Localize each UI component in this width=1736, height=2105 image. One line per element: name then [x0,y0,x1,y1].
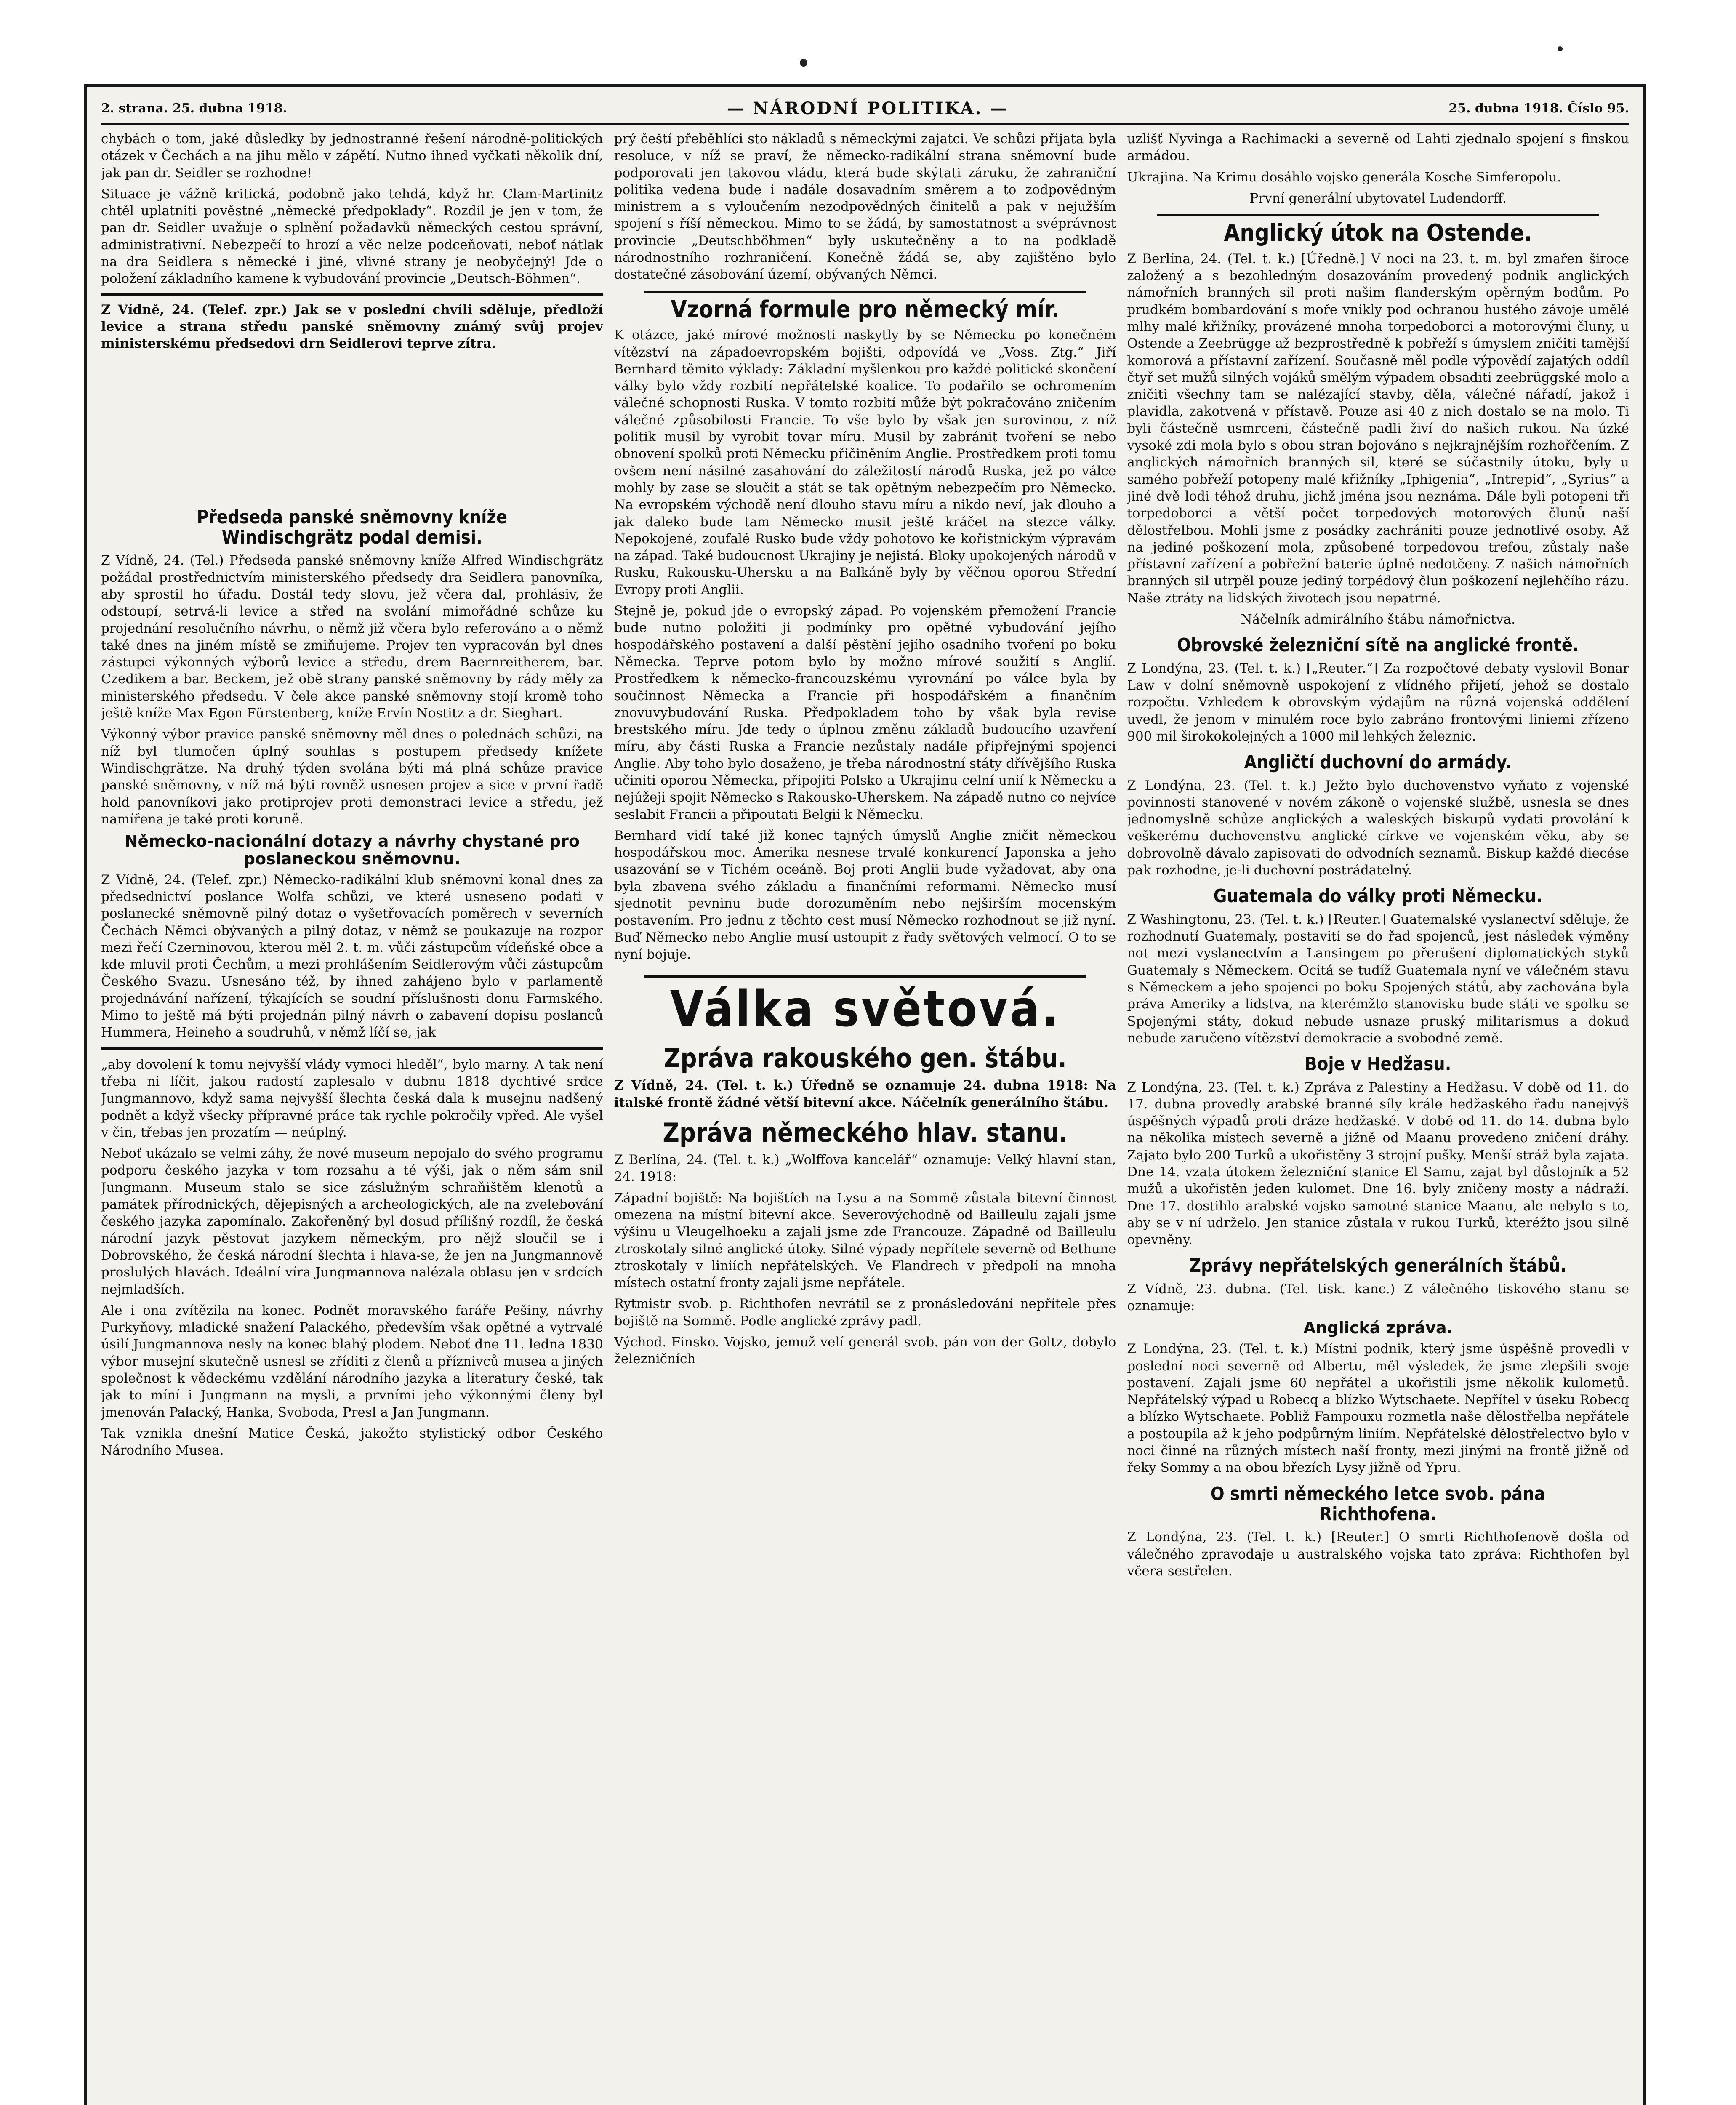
scan-speck [1558,46,1563,51]
article-paragraph: Z Londýna, 23. (Tel. t. k.) Místní podnik, který jsme úspěšně provedli v poslední noci severně od Albertu, měl výsledek, že jsme zlepšili svoje postavení. Zajali jsme 60 nepřátel a ukořistili jsme několik kulometů. Nepřátelský výpad u Robecq a blízko Wytschaete. Nepřítel v úseku Robecq a blízko Wytschaete. Pobliž Fampouxu rozmetla naše dělostřelba nepřátele a postoupila až k jeho podpůrným liniím. Nepřátelské dělostřelectvo bylo v noci činné na různých místech naší fronty, mezi jinými na frontě jižně od řeky Sommy a na obou březích Lysy jižně od Ypru. [1127,1341,1629,1476]
headline-duchovni: Angličtí duchovní do armády. [1244,751,1512,773]
headline-vzorna-formule: Vzorná formule pro německý mír. [644,291,1086,323]
article-paragraph: chybách o tom, jaké důsledky by jednostranné řešení národně-politických otázek v Čechách a na jihu mělo v zápětí. Nutno ihned vyčkati několik dní, jak pan dr. Seidler se rozhodne! [101,131,603,181]
article-paragraph: Ukrajina. Na Krimu dosáhlo vojsko generála Kosche Simferopolu. [1127,169,1561,185]
article-paragraph: uzlišť Nyvinga a Rachimacki a severně od Lahti zjednalo spojení s finskou armádou. [1127,131,1629,164]
article-paragraph: Rytmistr svob. p. Richthofen nevrátil se z pronásledování nepřítele přes bojiště na Sommě. Podle anglické zprávy padl. [614,1296,1116,1329]
feuilleton-paragraph: Tak vznikla dnešní Matice Česká, jakožto stylistický odbor Českého Národního Musea. [101,1426,603,1458]
masthead-title: — NÁRODNÍ POLITIKA. — [727,98,1009,118]
blank-space [101,357,603,500]
headline-rakousky-stab: Zpráva rakouského gen. štábu. [663,1043,1067,1074]
subheadline-anglicka-zprava: Anglická zpráva. [1303,1319,1453,1338]
article-paragraph: Situace je vážně kritická, podobně jako tehdá, když hr. Clam-Martinitz chtěl uplatniti pověstné „německé předpoklady“. Rozdíl je jen v tom, že pan dr. Seidler uvažuje o splnění požadavků německých cestou správní, administrativní. Nebezpečí to hrozí a věc nelze podceňovati, neboť nátlak na dra Seidlera s německé i jiné, vlivné strany je neobyčejný! Jde o položení základního kamene k vybudování provincie „Deutsch-Böhmen“. [101,186,603,287]
divider [101,293,603,296]
feuilleton-paragraph: Neboť ukázalo se velmi záhy, že nové museum nepojalo do svého programu podporu českého jazyka v tom rozsahu a té výši, jak o něm sám snil Jungmann. Museum stalo se sice záslužným schraňištěm klenotů a památek přírodnických, dějepisných a archeologických, ale na zvelebování českého jazyka zapomínalo. Zakořeněný byl dosud přílišný rozdíl, že česká národní jazyk pěstovat jazykem německým, pro nějž sloučil se i Dobrovského, že česká národní šlechta i hlava-se, že jen na Jungmannově proslulých hlavách. Ideální víra Jungmannova nalézala oblasu jen v srdcích nejmladších. [101,1146,603,1297]
headline-hedzas: Boje v Hedžasu. [1305,1053,1451,1075]
column-2 [614,131,1116,2105]
column-3 [1127,131,1629,2105]
headline-nacionalni-dotazy: Německo-nacionální dotazy a návrhy chystané pro poslaneckou sněmovnu. [124,832,580,868]
article-paragraph: Z Vídně, 24. (Telef. zpr.) Německo-radikální klub sněmovní konal dnes za předsednictví poslance Wolfa schůzi, ve které usneseno podati v poslanecké sněmovně pilný dotaz o vyšetřovacích poměrech v severních Čechách Němci obývaných a pilný dotaz, v němž se poukazuje na rozpor mezi řečí Czerninovou, kterou měl 2. t. m. vůči zástupcům vídeňské obce a kde mluvil proti Čechům, a mezi prohlášením Seidlerovým vůči zástupcům Českého Svazu. Usnesáno též, by ihned zahájeno bylo v parlamentě projednávání nařízení, týkajících se soudní příslušnosti donu Farmského. Mimo to ještě má býti projednán pilný návrh o zabavení dopisu poslanců Hummera, Heineho a soudruhů, v němž líčí se, jak [101,872,603,1040]
newspaper-page [84,84,1646,2105]
article-paragraph: Z Berlína, 24. (Tel. t. k.) [Úředně.] V noci na 23. t. m. byl zmařen široce založený a s bezohledným dosazováním provedený podnik anglických námořních branných sil proti našim flanderským opěrným bodům. Po prudkém bombardování s moře vnikly pod ochranou hustého závoje umělé mlhy malé křižníky, provázené mnoha torpedoborci a motorovými čluny, u Ostende a Zeebrügge až bezprostředně k pobřeží s úmyslem zničiti tamější komorová a přístavní zařízení. Současně měl podle výpovědí zajatých oddíl čtyř set mužů silných vojáků smělým výpadem obsaditi zeebrüggské molo a zničiti všechny tam se nalézající stavby, děla, válečné nářadí, jakož i plavidla, zakotvená v přístavě. Pouze asi 40 z nich dostalo se na molo. Ti byli částečně usmrceni, částečně padli živí do našich rukou. Na úzké vysoké zdi mola bylo s obou stran bojováno s nejkrajnějším rozhořčením. Z anglických námořních branných sil, které se súčastnily útoku, byly u samého pobřeží potopeny malé křižníky „Iphigenia“, „Intrepid“, „Syrius“ a jiné dvě lodi téhož druhu, jichž jména jsou neznáma. Dále byli potopeni tři torpedoborci a větší počet torpedových motorových člunů naší dělostřelbou. Mohli jsme z posádky zachrániti pouze jednotlivé osoby. Až na jediné poškození mola, způsobené torpedovou trefou, zůstaly naše přístavní zařízení a pobřežní baterie úplně nedotčeny. Z našich námořních branných sil utrpěl pouze jediný torpédový člun poškození nejlehčího rázu. Naše ztráty na lidských životech jsou nepatrné. [1127,251,1629,606]
article-paragraph: Z Vídně, 24. (Tel.) Předseda panské sněmovny kníže Alfred Windischgrätz požádal prostřednictvím ministerského předsedy dra Seidlera panovníka, aby sprostil ho úřadu. Dostál tedy slovu, jež včera dal, prohlásiv, že odstoupí, setrvá-li levice a střed na svolání mimořádné schůze ku projednání resolučního návrhu, o němž již včera bylo referováno a o němž také dnes na jiném místě se zmiňujeme. Projev ten vypracován byl dnes zástupci výkonných výborů levice a středu, drem Baernreitherem, bar. Czedikem a bar. Beckem, jež obě strany panské sněmovny by rády měly za ministerského předsedu. V čele akce panské sněmovny stojí kromě toho ještě kníže Max Egon Fürstenberg, kníže Ervín Nostitz a dr. Sieghart. [101,553,603,721]
column-1 [101,131,603,2105]
article-paragraph: Z Londýna, 23. (Tel. t. k.) [„Reuter.“] Za rozpočtové debaty vyslovil Bonar Law v dolní sněmovně uspokojení z vlídného přijetí, jehož se dostalo rozpočtu. Vzhledem k obrovským výdajům na různá vojenská oddělení uvedl, že jenom v minulém roce bylo zabráno frontovými liniemi zřízeno 900 mil širokokolejných a 1000 mil lehkých železnic. [1127,661,1629,744]
headline-windischgratz: Předseda panské sněmovny kníže Windischgrätz podal demisi. [197,506,508,548]
article-paragraph: Z Vídně, 24. (Tel. t. k.) Úředně se oznamuje 24. dubna 1918: Na italské frontě žádné větší bitevní akce. Náčelník generálního štábu. [614,1078,1116,1110]
masthead-issue: 25. dubna 1918. Číslo 95. [1448,101,1629,116]
article-paragraph: Z Londýna, 23. (Tel. t. k.) [Reuter.] O smrti Richthofenově došla od válečného zpravodaje u australského vojska tato zpráva: Richthofen byl včera sestřelen. [1127,1529,1629,1579]
headline-nepratelske-staby: Zprávy nepřátelských generálních štábů. [1189,1255,1567,1277]
masthead [101,93,1629,125]
divider [101,1047,603,1050]
feuilleton-paragraph: „aby dovolení k tomu nejvyšší vlády vymoci hleděl“, bylo marny. A tak není třeba ni líčit, jakou radostí zaplesalo v dubnu 1818 dychtivé srdce Jungmannovo, když sama nejvyšší šlechta česká dala k musejnu nadšený podnět a když všecky přípravné práce tak rychle pokročily vpřed. Ale vyšel v čin, třebas jen prozatím — neúplný. [101,1057,603,1140]
article-paragraph: Z Londýna, 23. (Tel. t. k.) Ježto bylo duchovenstvo vyňato z vojenské povinnosti stanovené v novém zákoně o vojenské službě, usnesla se dnes jednomyslně schůze anglických a waleských biskupů vydati provolání k veškerému duchovenstvu anglické církve ve vojenském věku, aby se dobrovolně dávalo zapisovati do odvodních seznamů. Biskup každé diecése pak rozhodne, je-li duchovní postrádatelný. [1127,778,1629,878]
article-paragraph: Stejně je, pokud jde o evropský západ. Po vojenském přemožení Francie bude nutno položiti ji podmínky pro opětné vybudování jejího hospodářského postavení a další pěstění jejího osadního tvoření po boku Německa. Teprve potom bylo by možno mírové soužití s Anglií. Prostředkem k německo-francouzskému vyrovnání po válce byla by součinnost Německa a Francie při hospodářském a finančním znovuvybudování Ruska. Předpokladem toho by však byla revise brestského míru. Jde tedy o úplnou změnu základů budoucího uzavření míru, aby části Ruska a Francie nezůstaly nadále připřejnými spojenci Anglie. Aby toho bylo dosaženo, je třeba národnostní státy dřívějšího Ruska učiniti oporou Německa, připojiti Polsko a Ukrajinu celní unií k Německu a nejúžeji spojit Německo s Rakousko-Uherskem. Na západě nutno co nejvíce seslabit Francii a připoutati Belgii k Německu. [614,603,1116,822]
masthead-date-left: 2. strana. 25. dubna 1918. [101,101,287,116]
article-paragraph: Z Londýna, 23. (Tel. t. k.) Zpráva z Palestiny a Hedžasu. V době od 11. do 17. dubna provedly arabské branné síly krále hedžaského řadu nanejvýš úspěšných výpadů proti dráze hedžaské. V době od 11. do 14. dubna bylo na několika místech severně a jižně od Maanu provedeno zničení dráhy. Zajato bylo 200 Turků a ukořistěny 3 strojní pušky. Menší stráž byla zajata. Dne 14. vzata útokem železniční stanice El Samu, zajat byl důstojník a 52 mužů a ukořistěn jeden kulomet. Dne 16. byly zničeny mosty a nádraží. Dne 17. dostihlo arabské vojsko samotné stanice Maanu, ale nebylo s to, aby se v ní udrželo. Jen stanice zůstala v rukou Turků, kteréžto jsou silně opevněny. [1127,1079,1629,1248]
article-paragraph: prý čeští přeběhlíci sto nákladů s německými zajatci. Ve schůzi přijata byla resoluce, v níž se praví, že německo-radikální strana sněmovní bude podporovati jen takovou vládu, která bude skýtati záruku, že zahraniční politika vedena bude i nadále dosavadním směrem a to zodpovědným ministrem a s vyloučením nezodpovědných činitelů a pak v nejužším spojení s říší německou. Mimo to se žádá, by samostatnost a svéprávnost provincie „Deutschböhmen“ byly uskutečněny a to na podkladě národnostního rozhraničení. Konečně žádá se, aby zajištěno bylo dostatečné zásobování území, obývaných Němci. [614,131,1116,282]
headline-richthofen: O smrti německého letce svob. pána Richthofena. [1211,1483,1546,1525]
article-paragraph: Západní bojiště: Na bojištích na Lysu a na Sommě zůstala bitevní činnost omezena na místní bitevní akce. Severovýchodně od Bailleulu zajali jsme výšinu u Vleugelhoeku a zajali jsme zde Francouze. Západně od Bailleulu ztroskotaly silné anglické útoky. Silné výpady nepřítele severně od Bethune ztroskotaly v liniích nepřátelských. Ve Flandrech v předpolí na mnoha místech ostatní fronty zajali jsme nepřátele. [614,1190,1116,1291]
article-paragraph: Bernhard vidí také již konec tajných úmyslů Anglie zničit německou hospodářskou moc. Amerika nesnese trvalé konkurencí Japonska a jeho usazování se v Tichém oceáně. Boj proti Anglii bude vyžadovat, aby ona byla zbavena svého základu a finančními reformami. Německo musí sjednotit pevninu bude dorozuměním nebo nejširším mocenským postavením. Pro jednu z těchto cest musí Německo rozhodnout se již nyní. Buď Německo nebo Anglie musí ustoupit z řady světových velmocí. O to se nyní bojuje. [614,828,1116,962]
headline-valka-svetova: Válka světová. [644,975,1086,1037]
article-signature: Náčelník admirálního štábu námořnictva. [1241,612,1515,627]
article-paragraph: Z Berlína, 24. (Tel. t. k.) „Wolffova kancelář“ oznamuje: Velký hlavní stan, 24. 1918: [614,1152,1116,1185]
headline-zeleznicni-site: Obrovské železniční sítě na anglické frontě. [1177,634,1579,656]
headline-nemecky-stan: Zpráva německého hlav. stanu. [663,1117,1068,1148]
article-paragraph: Východ. Finsko. Vojsko, jemuž velí generál svob. pán von der Goltz, dobylo železničních [614,1334,1116,1367]
scan-speck [800,59,807,67]
article-paragraph: Z Vídně, 23. dubna. (Tel. tisk. kanc.) Z válečného tiskového stanu se oznamuje: [1127,1281,1629,1314]
article-paragraph: Z Washingtonu, 23. (Tel. t. k.) [Reuter.] Guatemalské vyslanectví sděluje, že rozhodnutí Guatemaly, postaviti se do řad spojenců, jest následek výměny not mezi vyslanectvím a Lansingem po přerušení diplomatických styků Guatemaly s Německem. Ocitá se tudíž Guatemala nyní ve válečném stavu s Německem a jeho spojenci po boku Spojených států, aby zachována byla práva Ameriky a lidstva, na kterémžto stanovisku bude státi ve spolku se Spojenými státy, dokud nebude usnaze pruský militarismus a dokud nebude zaručeno vítězství demokracie a svobodné země. [1127,911,1629,1046]
columns [101,131,1629,2105]
article-signature: První generální ubytovatel Ludendorff. [1249,190,1507,206]
article-paragraph: K otázce, jaké mírové možnosti naskytly by se Německu po konečném vítězství na západoevropském bojišti, odpovídá ve „Voss. Ztg.“ Jiří Bernhard těmito výklady: Základní myšlenkou pro každé politické skončení války bylo vždy rozbití nepřátelské koalice. To podařilo se ochromením válečné schopnosti Ruska. V tomto rozbití může být pokračováno zničením válečné způsobilosti Francie. To vše bylo by však jen surovinou, z níž politik musil by vyrobit tovar míru. Musil by zabránit tvoření se nebo obnovení spolků proti Německu přičiněním Anglie. Prostředkem proti tomu ovšem není násilné zasahování do záležitostí národů Ruska, jež po válce mohly by zase se sloučit a stát se tak opětným nebezpečím pro Německo. Na evropském východě není dlouho stavu míru a nikdo neví, jak dlouho a jak daleko bude tam Německo musit ještě kráčet na stezce války. Nepokojené, zoufalé Rusko bude vždy pohotovo ke kořistnickým výpravám na západ. Také budoucnost Ukrajiny je nejistá. Bloky upokojených národů v Rusku, Rakousku-Uhersku a na Balkáně byly by věčnou oporou Střední Evropy proti Anglii. [614,328,1116,597]
feuilleton-paragraph: Ale i ona zvítězila na konec. Podnět moravského faráře Pešiny, návrhy Purkyňovy, mladické snažení Palackého, především však opětné a vytrvalé úsilí Jungmannova nesly na konec blahý plodem. Neboť dne 11. ledna 1830 výbor musejní skutečně usnesl se zříditi z členů a příznivců musea a jiných společnost k vědeckému vzdělání národního jazyka a literatury české, tak jak to míní i Jungmann na mysli, a prvními jeho výkonnými členy byl jmenován Palacký, Hanka, Svoboda, Presl a Jan Jungmann. [101,1303,603,1420]
headline-ostende: Anglický útok na Ostende. [1157,214,1599,246]
article-paragraph: Z Vídně, 24. (Telef. zpr.) Jak se v poslední chvíli sděluje, předloží levice a strana středu panské sněmovny známý svůj projev ministerskému předsedovi drn Seidlerovi teprve zítra. [101,302,603,352]
article-paragraph: Výkonný výbor pravice panské sněmovny měl dnes o polednách schůzi, na níž byl tlumočen úplný souhlas s postupem předsedy knížete Windischgrätze. Na druhý týden svolána býti má plná schůze pravice panské sněmovny, v níž má býti rovněž usnesen projev a sice v první řadě hold panovníkovi jako protiprojev proti demonstraci levice a středu, jež namířena je také proti koruně. [101,727,603,827]
headline-guatemala: Guatemala do války proti Německu. [1213,885,1543,907]
